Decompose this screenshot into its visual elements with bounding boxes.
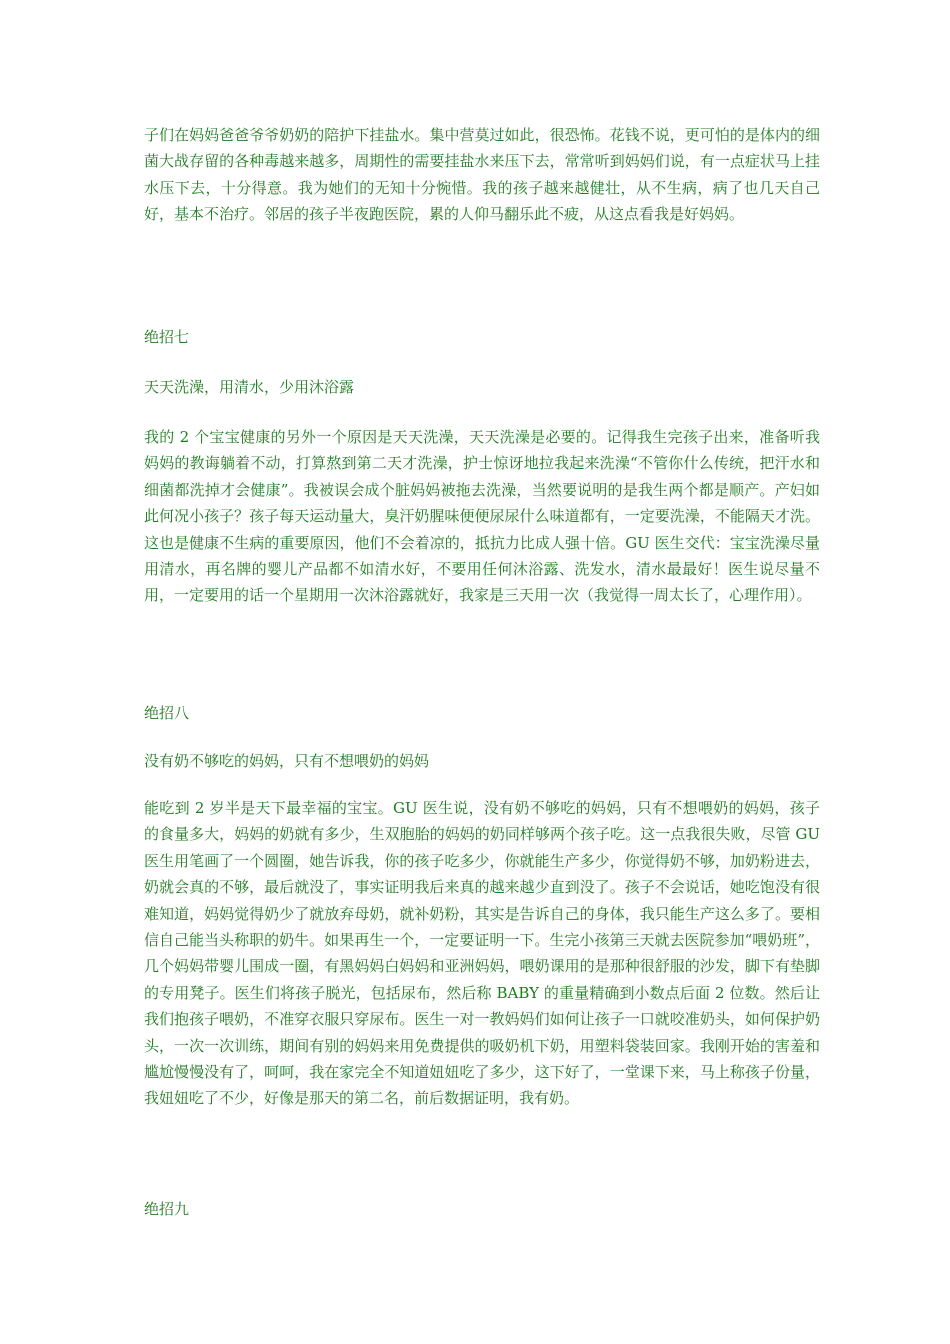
- section-subheading-daily-bath: 天天洗澡，用清水，少用沐浴露: [144, 378, 355, 396]
- section-heading-trick-9: 绝招九: [144, 1200, 190, 1218]
- section-subheading-breastfeeding: 没有奶不够吃的妈妈，只有不想喂奶的妈妈: [144, 752, 430, 770]
- paragraph-daily-bath: 我的 2 个宝宝健康的另外一个原因是天天洗澡，天天洗澡是必要的。记得我生完孩子出来，准备听我妈妈的教诲躺着不动，打算熬到第二天才洗澡，护士惊讶地拉我起来洗澡“不管你什么传统，把汗水和细菌都洗掉才会健康”。我被误会成个脏妈妈被拖去洗澡，当然要说明的是我生两个都是顺产。产妇如此何况小孩子？孩子每天运动量大，臭汗奶腥味便便尿尿什么味道都有，一定要洗澡，不能隔天才洗。这也是健康不生病的重要原因，他们不会着凉的，抵抗力比成人强十倍。GU 医生交代：宝宝洗澡尽量用清水，再名牌的婴儿产品都不如清水好，不要用任何沐浴露、洗发水，清水最最好！医生说尽量不用，一定要用的话一个星期用一次沐浴露就好，我家是三天用一次（我觉得一周太长了，心理作用）。: [144, 428, 820, 605]
- paragraph-breastfeeding: 能吃到 2 岁半是天下最幸福的宝宝。GU 医生说，没有奶不够吃的妈妈，只有不想喂奶的妈妈，孩子的食量多大，妈妈的奶就有多少，生双胞胎的妈妈的奶同样够两个孩子吃。这一点我很失败，尽管 GU 医生用笔画了一个圆圈，她告诉我，你的孩子吃多少，你就能生产多少，你觉得奶不够，加奶粉进去，奶就会真的不够，最后就没了，事实证明我后来真的越来越少直到没了。孩子不会说话，她吃饱没有很难知道，妈妈觉得奶少了就放弃母奶，就补奶粉，其实是告诉自己的身体，我只能生产这么多了。要相信自己能当头称职的奶牛。如果再生一个，一定要证明一下。生完小孩第三天就去医院参加“喂奶班”，几个妈妈带婴儿围成一圈，有黑妈妈白妈妈和亚洲妈妈，喂奶课用的是那种很舒服的沙发，脚下有垫脚的专用凳子。医生们将孩子脱光，包括尿布，然后称 BABY 的重量精确到小数点后面 2 位数。然后让我们抱孩子喂奶，不准穿衣服只穿尿布。医生一对一教妈妈们如何让孩子一口就咬准奶头，如何保护奶头，一次一次训练，期间有别的妈妈来用免费提供的吸奶机下奶，用塑料袋装回家。我刚开始的害羞和尴尬慢慢没有了，呵呵，我在家完全不知道妞妞吃了多少，这下好了，一堂课下来，马上称孩子份量，我妞妞吃了不少，好像是那天的第二名，前后数据证明，我有奶。: [144, 799, 820, 1108]
- section-heading-trick-8: 绝招八: [144, 704, 190, 722]
- section-heading-trick-7: 绝招七: [144, 328, 190, 346]
- paragraph-hospital-iv: 子们在妈妈爸爸爷爷奶奶的陪护下挂盐水。集中营莫过如此，很恐怖。花钱不说，更可怕的是体内的细菌大战存留的各种毒越来越多，周期性的需要挂盐水来压下去，常常听到妈妈们说，有一点症状马上挂水压下去，十分得意。我为她们的无知十分惋惜。我的孩子越来越健壮，从不生病，病了也几天自己好，基本不治疗。邻居的孩子半夜跑医院，累的人仰马翻乐此不疲，从这点看我是好妈妈。: [144, 126, 820, 224]
